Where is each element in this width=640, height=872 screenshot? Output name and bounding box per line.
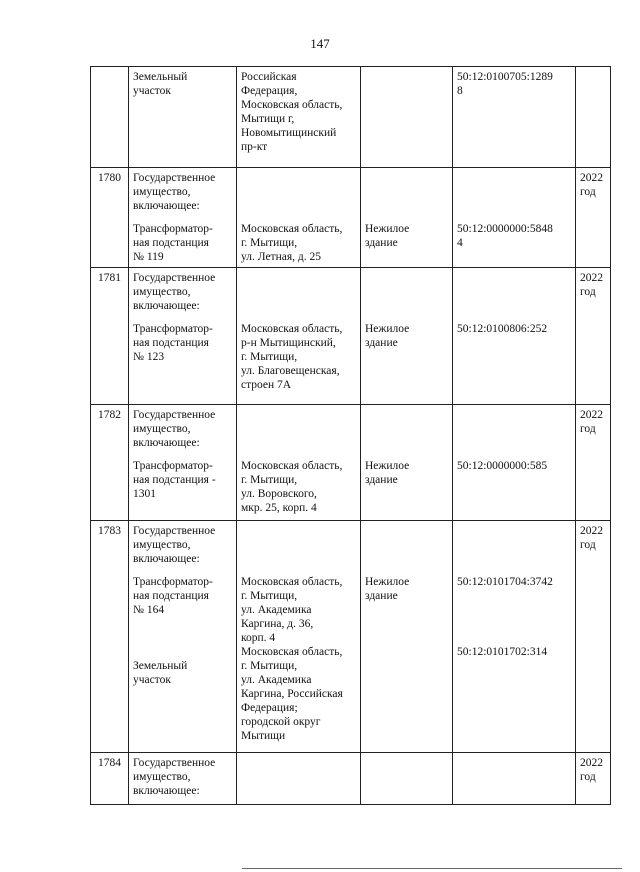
address-cell: Московская область, г. Мытищи, ул. Летная, д. 25: [237, 168, 361, 268]
cadastral-number-cell: 50:12:0000000:585: [453, 405, 576, 521]
table-row: [91, 521, 611, 753]
year-cell: 2022 год: [576, 168, 611, 268]
year-cell: [576, 67, 611, 168]
footer-rule: [242, 868, 622, 869]
object-name-cell: Государственное имущество, включающее: Трансформатор- ная подстанция № 119: [129, 168, 237, 268]
cadastral-number-cell: 50:12:0100705:1289 8: [453, 67, 576, 168]
year-cell: 2022 год: [576, 268, 611, 405]
address-cell: Московская область, р-н Мытищинский, г. Мытищи, ул. Благовещенская, строен 7А: [237, 268, 361, 405]
row-number-cell: [91, 67, 129, 168]
year-cell: 2022 год: [576, 521, 611, 753]
row-number-cell: 1784: [91, 753, 129, 805]
table-row: [91, 405, 611, 521]
object-type-cell: [361, 67, 453, 168]
row-number-cell: 1782: [91, 405, 129, 521]
address-cell: [237, 753, 361, 805]
object-name-cell: Государственное имущество, включающее: Трансформатор- ная подстанция № 123: [129, 268, 237, 405]
object-type-cell: [361, 753, 453, 805]
address-cell: Российская Федерация, Московская область, Мытищи г, Новомытищинский пр-кт: [237, 67, 361, 168]
row-number-cell: 1781: [91, 268, 129, 405]
object-name-cell: Государственное имущество, включающее:: [129, 753, 237, 805]
object-name-cell: Государственное имущество, включающее: Трансформатор- ная подстанция - 1301: [129, 405, 237, 521]
object-type-cell: Нежилое здание: [361, 405, 453, 521]
row-number-cell: 1783: [91, 521, 129, 753]
table-row: [91, 67, 611, 168]
object-name-cell: Государственное имущество, включающее: Трансформатор- ная подстанция № 164 Земельный участок: [129, 521, 237, 753]
object-type-cell: Нежилое здание: [361, 521, 453, 753]
page-number: 147: [310, 36, 330, 51]
cadastral-number-cell: 50:12:0100806:252: [453, 268, 576, 405]
property-registry-table: [90, 66, 611, 805]
table-row: [91, 753, 611, 805]
year-cell: 2022 год: [576, 753, 611, 805]
object-type-cell: Нежилое здание: [361, 168, 453, 268]
object-name-cell: Земельный участок: [129, 67, 237, 168]
row-number-cell: 1780: [91, 168, 129, 268]
cadastral-number-cell: [453, 753, 576, 805]
object-type-cell: Нежилое здание: [361, 268, 453, 405]
table-row: [91, 268, 611, 405]
year-cell: 2022 год: [576, 405, 611, 521]
cadastral-number-cell: 50:12:0101704:3742 50:12:0101702:314: [453, 521, 576, 753]
address-cell: Московская область, г. Мытищи, ул. Воровского, мкр. 25, корп. 4: [237, 405, 361, 521]
cadastral-number-cell: 50:12:0000000:5848 4: [453, 168, 576, 268]
table-row: [91, 168, 611, 268]
address-cell: Московская область, г. Мытищи, ул. Академика Каргина, д. 36, корп. 4 Московская область, г. Мытищи, ул. Академика Каргина, Российская Федерация; городской округ Мытищи: [237, 521, 361, 753]
